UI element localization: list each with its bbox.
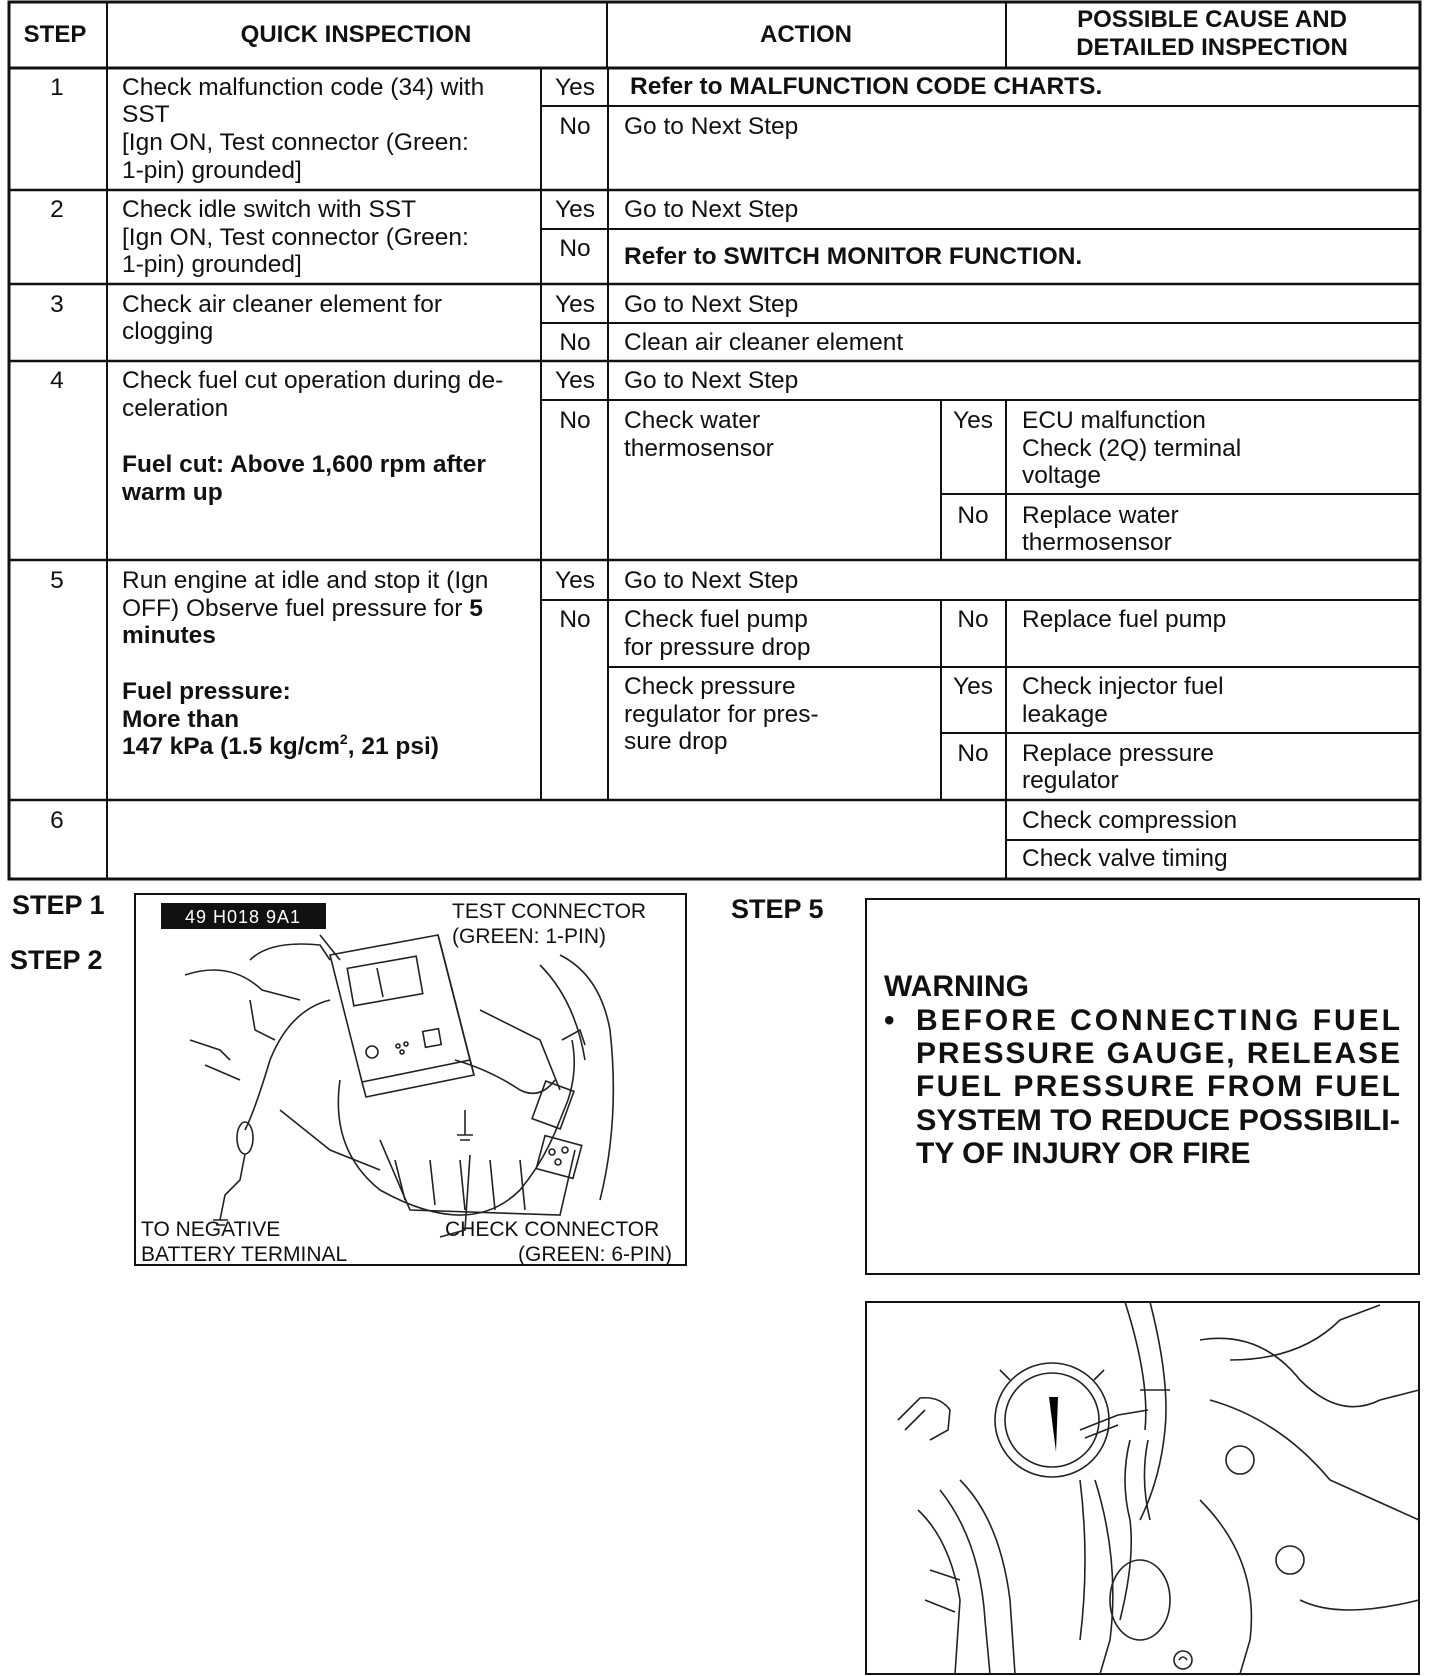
tool-number: 49 H018 9A1	[184, 907, 302, 927]
cause-text: leakage	[1022, 701, 1108, 728]
cause-text: voltage	[1022, 462, 1102, 489]
inspection-text: Check fuel cut operation during de-	[122, 367, 504, 394]
no-label: No	[559, 606, 591, 633]
action-text: regulator for pres-	[624, 701, 819, 728]
step-number: 2	[50, 196, 64, 223]
header-quick-inspection: QUICK INSPECTION	[240, 21, 472, 48]
cause-text: Replace water	[1022, 502, 1179, 529]
no-label: No	[559, 113, 591, 140]
self-diagnosis-checker-figure	[135, 894, 686, 1266]
negative-terminal-label: TO NEGATIVE	[141, 1218, 281, 1241]
inspection-text: SST	[122, 101, 170, 128]
action-text: Go to Next Step	[624, 367, 799, 394]
inspection-text: Run engine at idle and stop it (Ign	[122, 567, 489, 594]
table-row	[50, 196, 1082, 278]
inspection-text: celeration	[122, 395, 229, 422]
table-row	[50, 567, 1226, 794]
action-text: Refer to MALFUNCTION CODE CHARTS.	[630, 73, 1103, 100]
step1-label: STEP 1	[12, 890, 105, 920]
fuel-gauge-drawing	[898, 1302, 1419, 1674]
spec-pressure: 147 kPa (1.5 kg/cm	[122, 733, 340, 760]
test-connector-spec: (GREEN: 1-PIN)	[452, 925, 607, 948]
warning-line: BEFORE CONNECTING FUEL	[916, 1004, 1400, 1037]
inspection-text: 1-pin) grounded]	[122, 157, 302, 184]
step-number: 4	[50, 367, 64, 394]
action-text: Go to Next Step	[624, 113, 799, 140]
cause-text: regulator	[1022, 767, 1119, 794]
yes-label: Yes	[555, 291, 595, 318]
warning-line: PRESSURE GAUGE, RELEASE	[916, 1037, 1400, 1070]
inspection-text: Check air cleaner element for	[122, 291, 443, 318]
check-connector-spec: (GREEN: 6-PIN)	[518, 1243, 673, 1266]
cause-text: Replace pressure	[1022, 740, 1215, 767]
header-action: ACTION	[760, 21, 852, 48]
step-number: 1	[50, 74, 64, 101]
cause-text: Check (2Q) terminal	[1022, 435, 1242, 462]
engine-bay-drawing	[185, 935, 613, 1237]
action-text: for pressure drop	[624, 634, 811, 661]
step-number: 5	[50, 567, 64, 594]
spec-text: Fuel pressure:	[122, 678, 291, 705]
yes-label: Yes	[555, 74, 595, 101]
sub-no-label: No	[957, 606, 989, 633]
warning-title: WARNING	[884, 970, 1029, 1003]
action-text: Check fuel pump	[624, 606, 808, 633]
action-text: Clean air cleaner element	[624, 329, 904, 356]
action-text: thermosensor	[624, 435, 774, 462]
warning-line: FUEL PRESSURE FROM FUEL	[916, 1070, 1400, 1103]
no-label: No	[559, 235, 591, 262]
spec-psi: , 21 psi)	[347, 733, 439, 760]
header-step: STEP	[23, 21, 87, 48]
no-label: No	[559, 407, 591, 434]
warning-box	[866, 899, 1419, 1274]
action-text: Check water	[624, 407, 761, 434]
inspection-text: Check malfunction code (34) with	[122, 74, 485, 101]
inspection-text-part: OFF) Observe fuel pressure for	[122, 595, 463, 622]
table-header	[24, 6, 1348, 61]
action-text: Check pressure	[624, 673, 796, 700]
cause-text: Check compression	[1022, 807, 1238, 834]
step-number: 3	[50, 291, 64, 318]
cause-text: ECU malfunction	[1022, 407, 1206, 434]
spec-text: Fuel cut: Above 1,600 rpm after	[122, 451, 486, 478]
action-text: Go to Next Step	[624, 196, 799, 223]
cause-text: Check valve timing	[1022, 845, 1228, 872]
inspection-text: [Ign ON, Test connector (Green:	[122, 224, 469, 251]
warning-line: TY OF INJURY OR FIRE	[916, 1137, 1251, 1170]
inspection-text	[122, 595, 483, 622]
inspection-text: 1-pin) grounded]	[122, 251, 302, 278]
negative-terminal-label-2: BATTERY TERMINAL	[141, 1243, 348, 1266]
cause-text: Replace fuel pump	[1022, 606, 1227, 633]
inspection-text: clogging	[122, 318, 214, 345]
step2-label: STEP 2	[10, 945, 103, 975]
step5-label: STEP 5	[731, 894, 824, 924]
header-possible-cause: POSSIBLE CAUSE AND	[1077, 6, 1347, 33]
spec-superscript: 2	[339, 731, 348, 747]
cause-text: thermosensor	[1022, 529, 1172, 556]
bullet-icon: •	[884, 1004, 895, 1037]
check-connector-label: CHECK CONNECTOR	[445, 1218, 660, 1241]
sub-no-label: No	[957, 502, 989, 529]
yes-label: Yes	[555, 367, 595, 394]
warning-line: SYSTEM TO REDUCE POSSIBILI-	[916, 1104, 1400, 1137]
spec-text: warm up	[122, 479, 223, 506]
inspection-text: minutes	[122, 622, 216, 649]
test-connector-label: TEST CONNECTOR	[452, 900, 647, 923]
table-row	[50, 367, 1241, 556]
spec-text	[122, 731, 439, 760]
sub-no-label: No	[957, 740, 989, 767]
cause-text: Check injector fuel	[1022, 673, 1224, 700]
no-label: No	[559, 329, 591, 356]
sub-yes-label: Yes	[953, 673, 993, 700]
inspection-text: Check idle switch with SST	[122, 196, 417, 223]
action-text: Refer to SWITCH MONITOR FUNCTION.	[624, 243, 1083, 270]
spec-text: More than	[122, 706, 240, 733]
action-text: Go to Next Step	[624, 567, 799, 594]
yes-label: Yes	[555, 567, 595, 594]
inspection-text: [Ign ON, Test connector (Green:	[122, 129, 469, 156]
inspection-duration: 5	[469, 595, 483, 622]
fuel-pressure-gauge-figure	[866, 1302, 1419, 1674]
sub-yes-label: Yes	[953, 407, 993, 434]
action-text: Go to Next Step	[624, 291, 799, 318]
table-row	[50, 73, 1102, 184]
header-detailed-inspection: DETAILED INSPECTION	[1076, 34, 1348, 61]
yes-label: Yes	[555, 196, 595, 223]
action-text: sure drop	[624, 728, 728, 755]
step-number: 6	[50, 807, 64, 834]
